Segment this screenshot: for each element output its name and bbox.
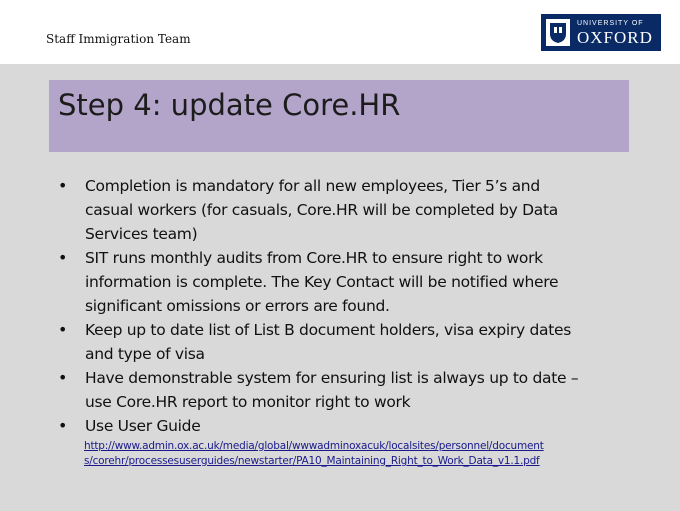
bullet-line: Use User Guide	[85, 417, 201, 435]
bullet-item	[58, 414, 648, 438]
bullet-line: use Core.HR report to monitor right to work	[85, 393, 411, 411]
bullet-line: Services team)	[85, 225, 198, 243]
bullet-dot-icon: •	[58, 248, 68, 267]
bullet-line: significant omissions or errors are found.	[85, 297, 390, 315]
bullet-item	[58, 366, 648, 414]
bullet-item	[58, 246, 648, 318]
bullet-line: Completion is mandatory for all new employees, Tier 5’s and	[85, 177, 540, 195]
oxford-crest-icon	[545, 18, 571, 47]
logo-top-text: UNIVERSITY OF	[577, 19, 644, 27]
bullet-item	[58, 174, 648, 246]
bullet-line: SIT runs monthly audits from Core.HR to ensure right to work	[85, 249, 543, 267]
bullet-dot-icon: •	[58, 176, 68, 195]
bullet-line: and type of visa	[85, 345, 205, 363]
bullet-item	[58, 318, 648, 366]
logo-text	[577, 20, 653, 46]
link-line: http://www.admin.ox.ac.uk/media/global/wwwadminoxacuk/localsites/personnel/document	[84, 440, 544, 452]
logo-main-text: OXFORD	[577, 27, 653, 47]
header-title: Staff Immigration Team	[46, 32, 191, 46]
slide-title: Step 4: update Core.HR	[58, 88, 401, 122]
bullet-line: Have demonstrable system for ensuring list is always up to date –	[85, 369, 579, 387]
slide-title-box	[49, 80, 629, 152]
bullet-dot-icon: •	[58, 320, 68, 339]
link-line: s/corehr/processesuserguides/newstarter/PA10_Maintaining_Right_to_Work_Data_v1.1.pdf	[84, 455, 540, 467]
user-guide-link[interactable]	[84, 439, 544, 469]
bullet-line: casual workers (for casuals, Core.HR will be completed by Data	[85, 201, 558, 219]
oxford-logo	[541, 14, 661, 51]
bullet-dot-icon: •	[58, 368, 68, 387]
bullet-line: Keep up to date list of List B document holders, visa expiry dates	[85, 321, 572, 339]
bullet-dot-icon: •	[58, 416, 68, 435]
bullet-line: information is complete. The Key Contact will be notified where	[85, 273, 559, 291]
header-band	[0, 0, 680, 64]
bullet-list	[58, 174, 648, 438]
